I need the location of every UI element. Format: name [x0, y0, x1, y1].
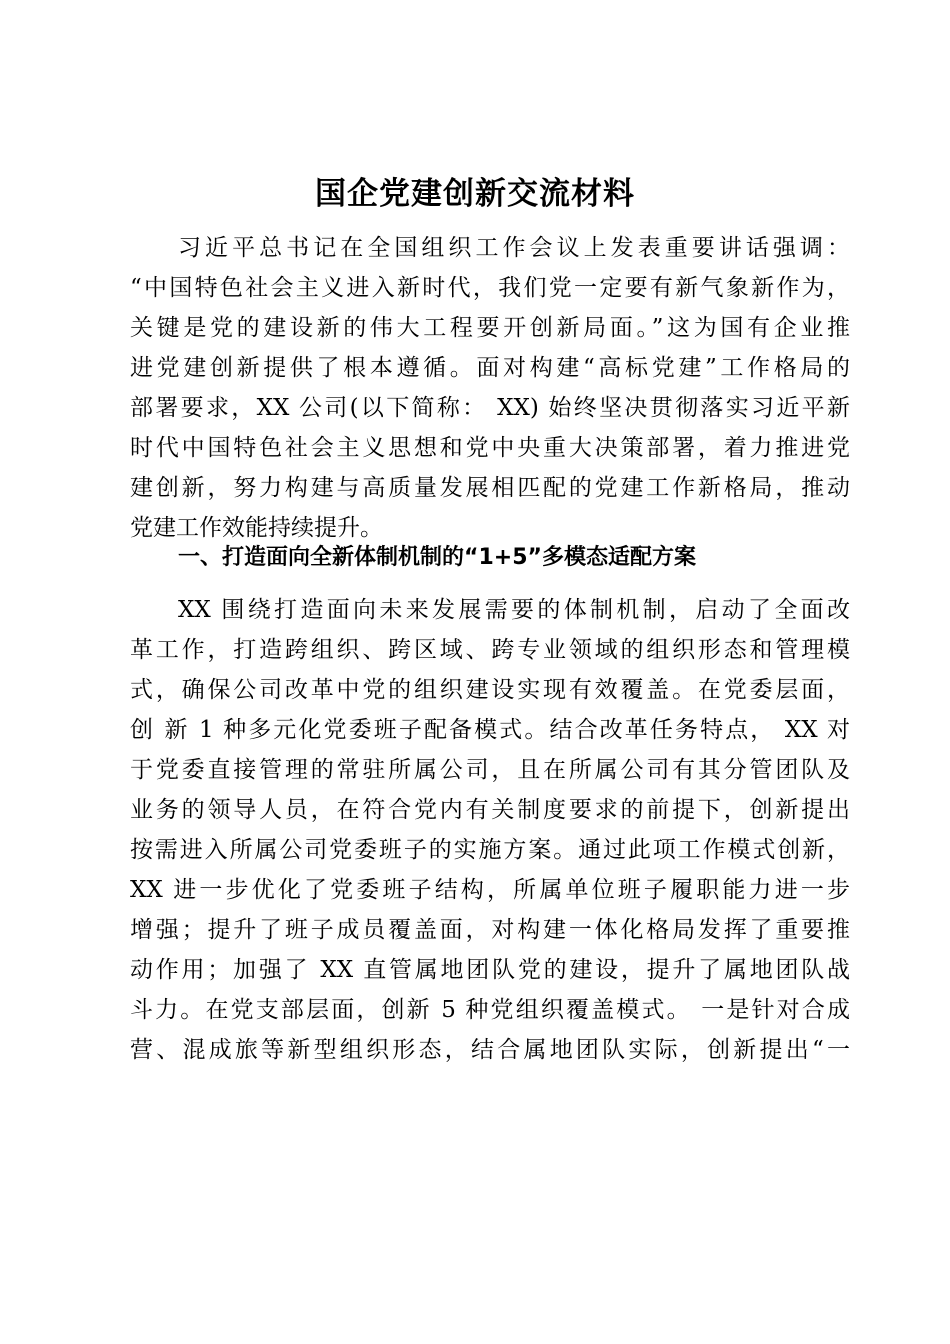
section-line: 式，确保公司改革中党的组织建设实现有效覆盖。在党委层面， [130, 677, 850, 703]
section-line: 动作用；加强了 XX 直管属地团队党的建设，提升了属地团队战 [130, 957, 850, 983]
intro-line: “中国特色社会主义进入新时代，我们党一定要有新气象新作为， [130, 275, 850, 301]
document-title: 国企党建创新交流材料 [315, 176, 635, 212]
intro-line: 习近平总书记在全国组织工作会议上发表重要讲话强调： [178, 235, 850, 261]
section-line: 按需进入所属公司党委班子的实施方案。通过此项工作模式创新， [130, 837, 850, 863]
section-line: 革工作，打造跨组织、跨区域、跨专业领域的组织形态和管理模 [130, 637, 850, 663]
section-heading: 一、打造面向全新体制机制的“1+5”多模态适配方案 [178, 545, 696, 570]
section-line: 于党委直接管理的常驻所属公司，且在所属公司有其分管团队及 [130, 757, 850, 783]
intro-line: 建创新，努力构建与高质量发展相匹配的党建工作新格局，推动 [130, 475, 850, 501]
section-line: 业务的领导人员，在符合党内有关制度要求的前提下，创新提出 [130, 797, 850, 823]
section-line: 创 新 1 种多元化党委班子配备模式。结合改革任务特点， XX 对 [130, 717, 850, 743]
intro-line: 时代中国特色社会主义思想和党中央重大决策部署，着力推进党 [130, 435, 850, 461]
intro-line: 部署要求，XX 公司(以下简称： XX) 始终坚决贯彻落实习近平新 [130, 395, 850, 421]
intro-line: 进党建创新提供了根本遵循。面对构建“高标党建”工作格局的 [130, 355, 850, 381]
section-line: 营、混成旅等新型组织形态，结合属地团队实际，创新提出“一 [130, 1037, 850, 1063]
intro-line: 党建工作效能持续提升。 [130, 515, 383, 541]
section-line: 增强；提升了班子成员覆盖面，对构建一体化格局发挥了重要推 [130, 917, 850, 943]
section-line: XX 进一步优化了党委班子结构，所属单位班子履职能力进一步 [130, 877, 850, 903]
section-line: XX 围绕打造面向未来发展需要的体制机制，启动了全面改 [178, 597, 850, 623]
section-line: 斗力。在党支部层面，创新 5 种党组织覆盖模式。 一是针对合成 [130, 997, 850, 1023]
intro-line: 关键是党的建设新的伟大工程要开创新局面。”这为国有企业推 [130, 315, 850, 341]
